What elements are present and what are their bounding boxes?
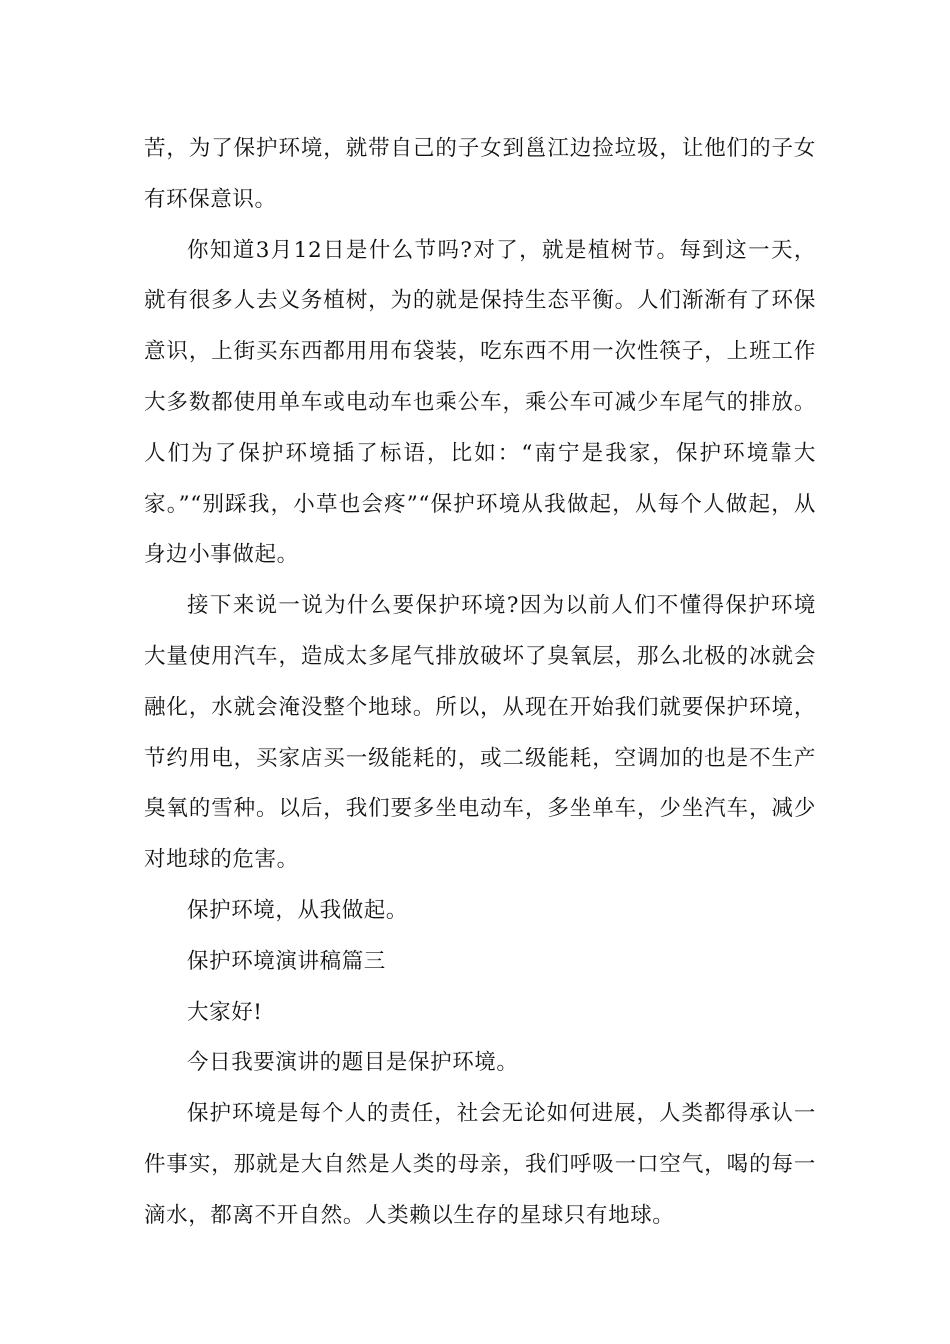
paragraph-continuation: 苦，为了保护环境，就带自己的子女到邕江边捡垃圾，让他们的子女有环保意识。 xyxy=(144,136,816,212)
section-heading: 保护环境演讲稿篇三 xyxy=(187,948,386,974)
greeting: 大家好! xyxy=(187,999,263,1025)
paragraph-arbor-day: 你知道3月12日是什么节吗?对了，就是植树节。每到这一天，就有很多人去义务植树，为的就是保持生态平衡。人们渐渐有了环保意识，上街买东西都用用布袋装，吃东西不用一次性筷子，上班工作大多数都使用单车或电动车也乘公车，乘公车可减少车尾气的排放。人们为了保护环境插了标语，比如：“南宁是我家，保护环境靠大家。”“别踩我，小草也会疼”“保护环境从我做起，从每个人做起，从身边小事做起。 xyxy=(144,237,816,568)
speech-topic: 今日我要演讲的题目是保护环境。 xyxy=(187,1050,519,1076)
paragraph-slogan: 保护环境，从我做起。 xyxy=(187,897,409,923)
paragraph-why-protect: 接下来说一说为什么要保护环境?因为以前人们不懂得保护环境大量使用汽车，造成太多尾气排放破坏了臭氧层，那么北极的冰就会融化，水就会淹没整个地球。所以，从现在开始我们就要保护环境，节约用电，买家店买一级能耗的，或二级能耗，空调加的也是不生产臭氧的雪种。以后，我们要多坐电动车，多坐单车，少坐汽车，减少对地球的危害。 xyxy=(144,593,816,873)
paragraph-responsibility: 保护环境是每个人的责任，社会无论如何进展，人类都得承认一件事实，那就是大自然是人类的母亲，我们呼吸一口空气，喝的每一滴水，都离不开自然。人类赖以生存的星球只有地球。 xyxy=(144,1101,816,1228)
document-body xyxy=(144,124,816,1242)
